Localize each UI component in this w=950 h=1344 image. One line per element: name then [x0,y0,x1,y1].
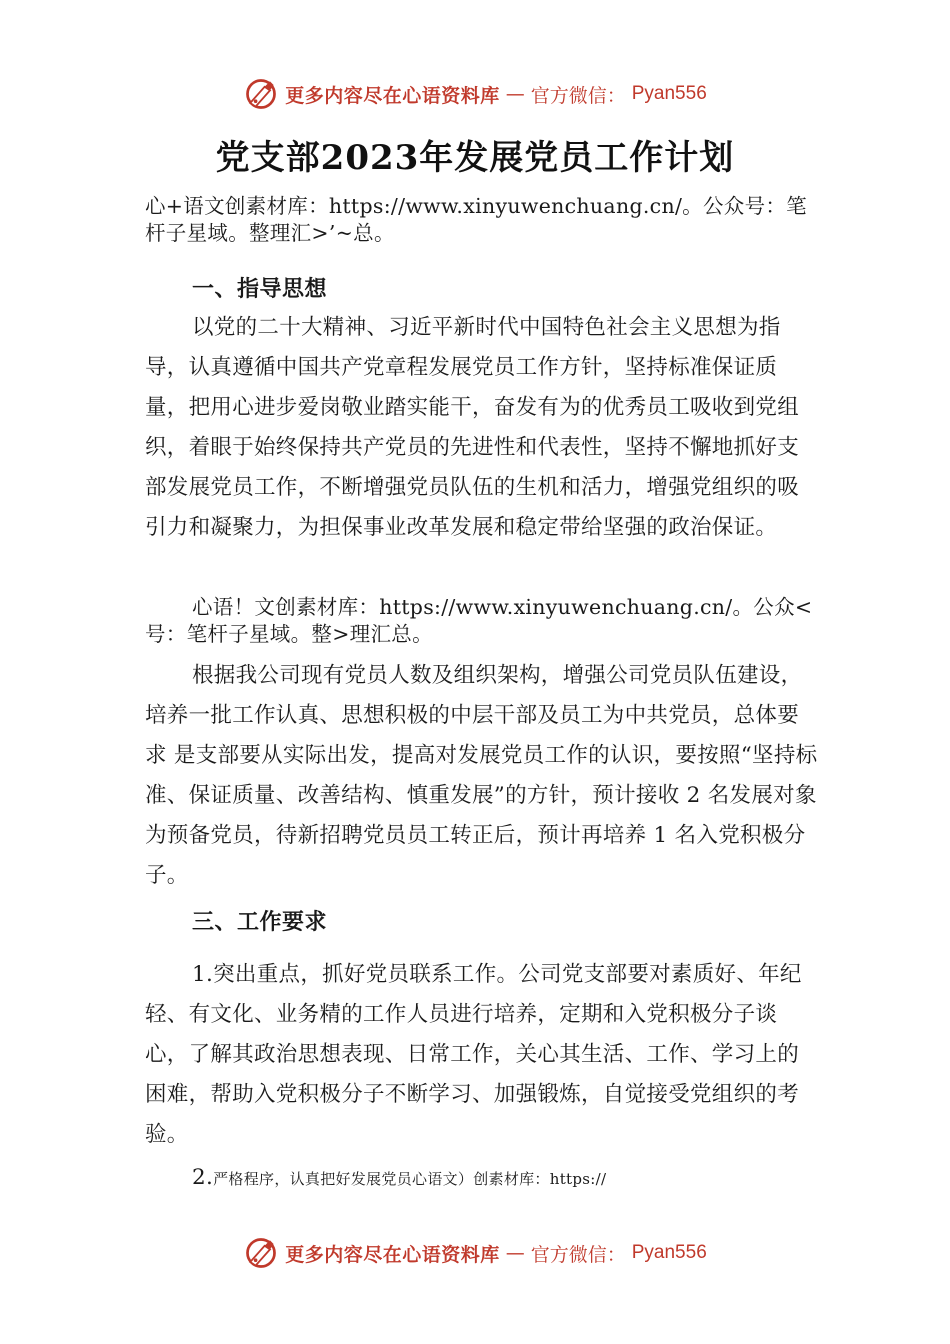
watermark-wechat-id: Pyan556 [631,83,707,104]
work-requirement-item-1: 1.突出重点，抓好党员联系工作。公司党支部要对素质好、年纪轻、有文化、业务精的工作人员进行培养，定期和入党积极分子谈心，了解其政治思想表现、日常工作，关心其生活、工作、学习上的困难，帮助入党积极分子不断学习、加强锻炼，自觉接受党组织的考验。 [145,962,802,1147]
section-1-body: 以党的二十大精神、习近平新时代中国特色社会主义思想为指导，认真遵循中国共产党章程发展党员工作方针，坚持标准保证质量，把用心进步爱岗敬业踏实能干，奋发有为的优秀员工吸收到党组织，着眼于始终保持共产党员的先进性和代表性，坚持不懈地抓好支部发展党员工作，不断增强党员队伍的生机和活力，增强党组织的吸引力和凝聚力，为担保事业改革发展和稳定带给坚强的政治保证。 [145,315,800,540]
watermark-banner-bottom [0,1233,950,1273]
watermark-wechat-label: 官方微信： [530,1243,626,1266]
pen-nib-logo-icon [243,1235,279,1271]
section-3-heading: 三、工作要求 [192,909,328,935]
section-1-heading: 一、指导思想 [192,276,328,302]
item-2-text: 严格程序，认真把好发展党员心语文）创素材库：https:// [213,1170,607,1188]
watermark-dash: — [505,83,525,105]
watermark-wechat-label: 官方微信： [530,84,626,107]
document-title: 党支部2023年发展党员工作计划 [215,138,735,178]
watermark-main-text: 更多内容尽在心语资料库 [285,1243,500,1266]
watermark-dash: — [505,1242,525,1264]
source-note-1: 心+语文创素材库：https://www.xinyuwenchuang.cn/。公众号：笔杆子星域。整理汇>’~总。 [145,194,807,245]
watermark-wechat-id: Pyan556 [631,1242,707,1263]
work-requirement-item-2 [145,1158,820,1199]
watermark-main-text: 更多内容尽在心语资料库 [285,84,500,107]
section-2-body: 根据我公司现有党员人数及组织架构，增强公司党员队伍建设，培养一批工作认真、思想积极的中层干部及员工为中共党员，总体要求 是支部要从实际出发，提高对发展党员工作的认识，要按照“坚持标准、保证质量、改善结构、慎重发展”的方针，预计接收 2 名发展对象为预备党员，待新招聘党员员工转正后，预计再培养 1 名入党积极分子。 [145,663,818,888]
source-note-2: 心语！文创素材库：https://www.xinyuwenchuang.cn/。公众<号：笔杆子星域。整>理汇总。 [145,595,813,646]
item-2-number: 2. [192,1165,214,1190]
pen-nib-logo-icon [243,76,279,112]
watermark-banner-top [0,74,950,114]
